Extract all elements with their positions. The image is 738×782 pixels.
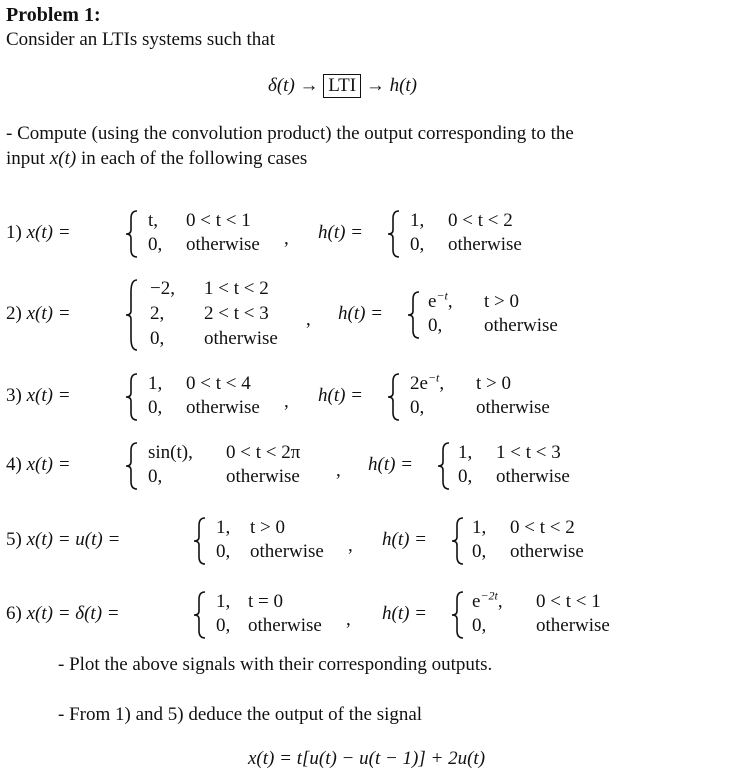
case-2-h-cond-1: otherwise bbox=[484, 315, 558, 336]
case-6-h-value-0 bbox=[472, 588, 503, 613]
task-line-2: input x(t) in each of the following cases bbox=[6, 148, 308, 169]
case-2-number: 2) bbox=[6, 303, 27, 324]
case-6-x-lhs bbox=[6, 603, 120, 625]
case-4-separator: , bbox=[336, 460, 341, 481]
case-6-number: 6) bbox=[6, 603, 27, 624]
case-2-h-value-text-1: 0, bbox=[428, 315, 443, 336]
case-5-x-cond-0: t > 0 bbox=[250, 517, 285, 538]
case-4-x-lhs bbox=[6, 454, 71, 476]
case-6-x-value-text-0: 1, bbox=[216, 591, 231, 612]
case-2-h-value-tail-0: , bbox=[447, 291, 453, 312]
case-5-x-lhs bbox=[6, 529, 120, 551]
case-3-h-value-sup-0: −t bbox=[427, 370, 440, 385]
case-4-h-value-0 bbox=[458, 442, 472, 464]
case-6-separator: , bbox=[346, 609, 351, 630]
case-6-x-value-text-1: 0, bbox=[216, 615, 231, 636]
case-2-h-lhs: h(t) = bbox=[338, 303, 384, 324]
case-2-x-value-text-2: 0, bbox=[150, 328, 165, 349]
case-6-x-value-0 bbox=[216, 591, 230, 613]
case-4-x-value-1 bbox=[148, 466, 162, 488]
case-4-x-value-0 bbox=[148, 442, 193, 464]
case-4-x-cond-0: 0 < t < 2π bbox=[226, 442, 301, 463]
case-6-x-cond-1: otherwise bbox=[248, 615, 322, 636]
case-3-h-lhs: h(t) = bbox=[318, 385, 364, 406]
case-1-x-cond-0: 0 < t < 1 bbox=[186, 210, 251, 231]
case-5-h-cond-0: 0 < t < 2 bbox=[510, 517, 575, 538]
case-5-x-value-text-1: 0, bbox=[216, 541, 231, 562]
case-1-x-value-text-0: t, bbox=[148, 210, 159, 231]
case-5-h-value-0 bbox=[472, 517, 486, 539]
case-2-x-value-1 bbox=[150, 303, 164, 325]
case-3-h-cond-1: otherwise bbox=[476, 397, 550, 418]
case-3-separator: , bbox=[284, 391, 289, 412]
case-3-h-value-0 bbox=[410, 370, 445, 395]
case-4-h-cond-0: 1 < t < 3 bbox=[496, 442, 561, 463]
case-1-x-eq: x(t) = bbox=[26, 222, 71, 243]
case-3-h-cond-0: t > 0 bbox=[476, 373, 511, 394]
case-2-x-value-text-1: 2, bbox=[150, 303, 165, 324]
case-2-x-value-0 bbox=[150, 278, 175, 300]
case-3-h-value-text-0: 2e bbox=[410, 373, 428, 394]
case-1-h-lhs: h(t) = bbox=[318, 222, 364, 243]
case-2-x-cond-1: 2 < t < 3 bbox=[204, 303, 269, 324]
case-5-x-cond-1: otherwise bbox=[250, 541, 324, 562]
case-2-x-cond-2: otherwise bbox=[204, 328, 278, 349]
case-5-x-value-text-0: 1, bbox=[216, 517, 231, 538]
case-2-h-value-text-0: e bbox=[428, 291, 437, 312]
case-3-h-value-1 bbox=[410, 397, 424, 419]
case-4-x-brace bbox=[124, 442, 140, 490]
case-5-h-value-1 bbox=[472, 541, 486, 563]
case-3-x-cond-0: 0 < t < 4 bbox=[186, 373, 251, 394]
case-4-x-value-text-0: sin(t), bbox=[148, 442, 193, 463]
case-4-h-lhs: h(t) = bbox=[368, 454, 414, 475]
case-3-h-value-tail-0: , bbox=[439, 373, 445, 394]
case-6-h-cond-1: otherwise bbox=[536, 615, 610, 636]
case-3-h-brace bbox=[386, 373, 402, 421]
case-2-x-cond-0: 1 < t < 2 bbox=[204, 278, 269, 299]
case-4-h-cond-1: otherwise bbox=[496, 466, 570, 487]
lti-box: LTI bbox=[323, 74, 361, 98]
case-2-x-brace bbox=[124, 279, 140, 351]
case-6-x-eq: x(t) = δ(t) = bbox=[26, 603, 120, 624]
case-1-x-lhs bbox=[6, 222, 71, 244]
case-2-h-brace bbox=[406, 291, 422, 339]
case-6-h-value-text-1: 0, bbox=[472, 615, 487, 636]
case-2-separator: , bbox=[306, 309, 311, 330]
case-4-x-value-text-1: 0, bbox=[148, 466, 163, 487]
plot-instruction: - Plot the above signals with their corresponding outputs. bbox=[58, 654, 493, 675]
problem-title: Problem 1: bbox=[6, 4, 101, 26]
system-input: δ(t) → bbox=[268, 75, 319, 96]
case-5-h-cond-1: otherwise bbox=[510, 541, 584, 562]
case-1-h-value-1 bbox=[410, 234, 424, 256]
case-6-h-value-tail-0: , bbox=[497, 591, 503, 612]
case-4-x-eq: x(t) = bbox=[26, 454, 71, 475]
case-6-x-value-1 bbox=[216, 615, 230, 637]
case-6-h-cond-0: 0 < t < 1 bbox=[536, 591, 601, 612]
case-2-x-lhs bbox=[6, 303, 71, 325]
case-3-x-cond-1: otherwise bbox=[186, 397, 260, 418]
case-1-x-brace bbox=[124, 210, 140, 258]
case-5-h-lhs: h(t) = bbox=[382, 529, 428, 550]
case-4-h-value-text-1: 0, bbox=[458, 466, 473, 487]
case-5-x-brace bbox=[192, 517, 208, 565]
case-2-h-value-0 bbox=[428, 288, 453, 313]
case-1-h-cond-0: 0 < t < 2 bbox=[448, 210, 513, 231]
case-3-x-value-1 bbox=[148, 397, 162, 419]
case-2-x-eq: x(t) = bbox=[26, 303, 71, 324]
case-3-h-value-text-1: 0, bbox=[410, 397, 425, 418]
case-2-h-value-1 bbox=[428, 315, 442, 337]
case-2-h-cond-0: t > 0 bbox=[484, 291, 519, 312]
case-1-number: 1) bbox=[6, 222, 27, 243]
case-1-h-value-0 bbox=[410, 210, 424, 232]
case-4-h-value-text-0: 1, bbox=[458, 442, 473, 463]
final-equation: x(t) = t[u(t) − u(t − 1)] + 2u(t) bbox=[248, 748, 486, 769]
deduce-instruction: - From 1) and 5) deduce the output of the signal bbox=[58, 704, 423, 725]
case-6-h-lhs: h(t) = bbox=[382, 603, 428, 624]
case-3-x-eq: x(t) = bbox=[26, 385, 71, 406]
case-6-x-cond-0: t = 0 bbox=[248, 591, 283, 612]
case-5-x-value-0 bbox=[216, 517, 230, 539]
case-1-x-value-text-1: 0, bbox=[148, 234, 163, 255]
case-6-h-value-text-0: e bbox=[472, 591, 481, 612]
case-4-h-brace bbox=[436, 442, 452, 490]
task-line-1: - Compute (using the convolution product) the output corresponding to the bbox=[6, 123, 574, 144]
case-4-h-value-1 bbox=[458, 466, 472, 488]
case-2-h-value-sup-0: −t bbox=[436, 288, 448, 303]
case-5-h-value-text-0: 1, bbox=[472, 517, 487, 538]
case-1-h-value-text-0: 1, bbox=[410, 210, 425, 231]
case-3-x-value-0 bbox=[148, 373, 162, 395]
case-1-x-cond-1: otherwise bbox=[186, 234, 260, 255]
case-2-x-value-2 bbox=[150, 328, 164, 350]
case-4-x-cond-1: otherwise bbox=[226, 466, 300, 487]
case-1-h-value-text-1: 0, bbox=[410, 234, 425, 255]
case-4-number: 4) bbox=[6, 454, 27, 475]
system-diagram bbox=[268, 74, 417, 98]
intro-text: Consider an LTIs systems such that bbox=[6, 29, 275, 50]
case-5-h-brace bbox=[450, 517, 466, 565]
case-6-h-value-1 bbox=[472, 615, 486, 637]
case-6-x-brace bbox=[192, 591, 208, 639]
case-6-h-brace bbox=[450, 591, 466, 639]
case-1-h-brace bbox=[386, 210, 402, 258]
case-1-separator: , bbox=[284, 228, 289, 249]
case-2-x-value-text-0: −2, bbox=[150, 278, 175, 299]
system-output: → h(t) bbox=[365, 75, 417, 96]
case-6-h-value-sup-0: −2t bbox=[480, 588, 498, 603]
case-3-x-value-text-1: 0, bbox=[148, 397, 163, 418]
case-1-h-cond-1: otherwise bbox=[448, 234, 522, 255]
case-3-number: 3) bbox=[6, 385, 27, 406]
case-3-x-lhs bbox=[6, 385, 71, 407]
case-1-x-value-1 bbox=[148, 234, 162, 256]
case-5-x-value-1 bbox=[216, 541, 230, 563]
case-1-x-value-0 bbox=[148, 210, 158, 232]
case-5-separator: , bbox=[348, 535, 353, 556]
case-3-x-value-text-0: 1, bbox=[148, 373, 163, 394]
case-5-x-eq: x(t) = u(t) = bbox=[26, 529, 121, 550]
case-3-x-brace bbox=[124, 373, 140, 421]
case-5-number: 5) bbox=[6, 529, 27, 550]
case-5-h-value-text-1: 0, bbox=[472, 541, 487, 562]
